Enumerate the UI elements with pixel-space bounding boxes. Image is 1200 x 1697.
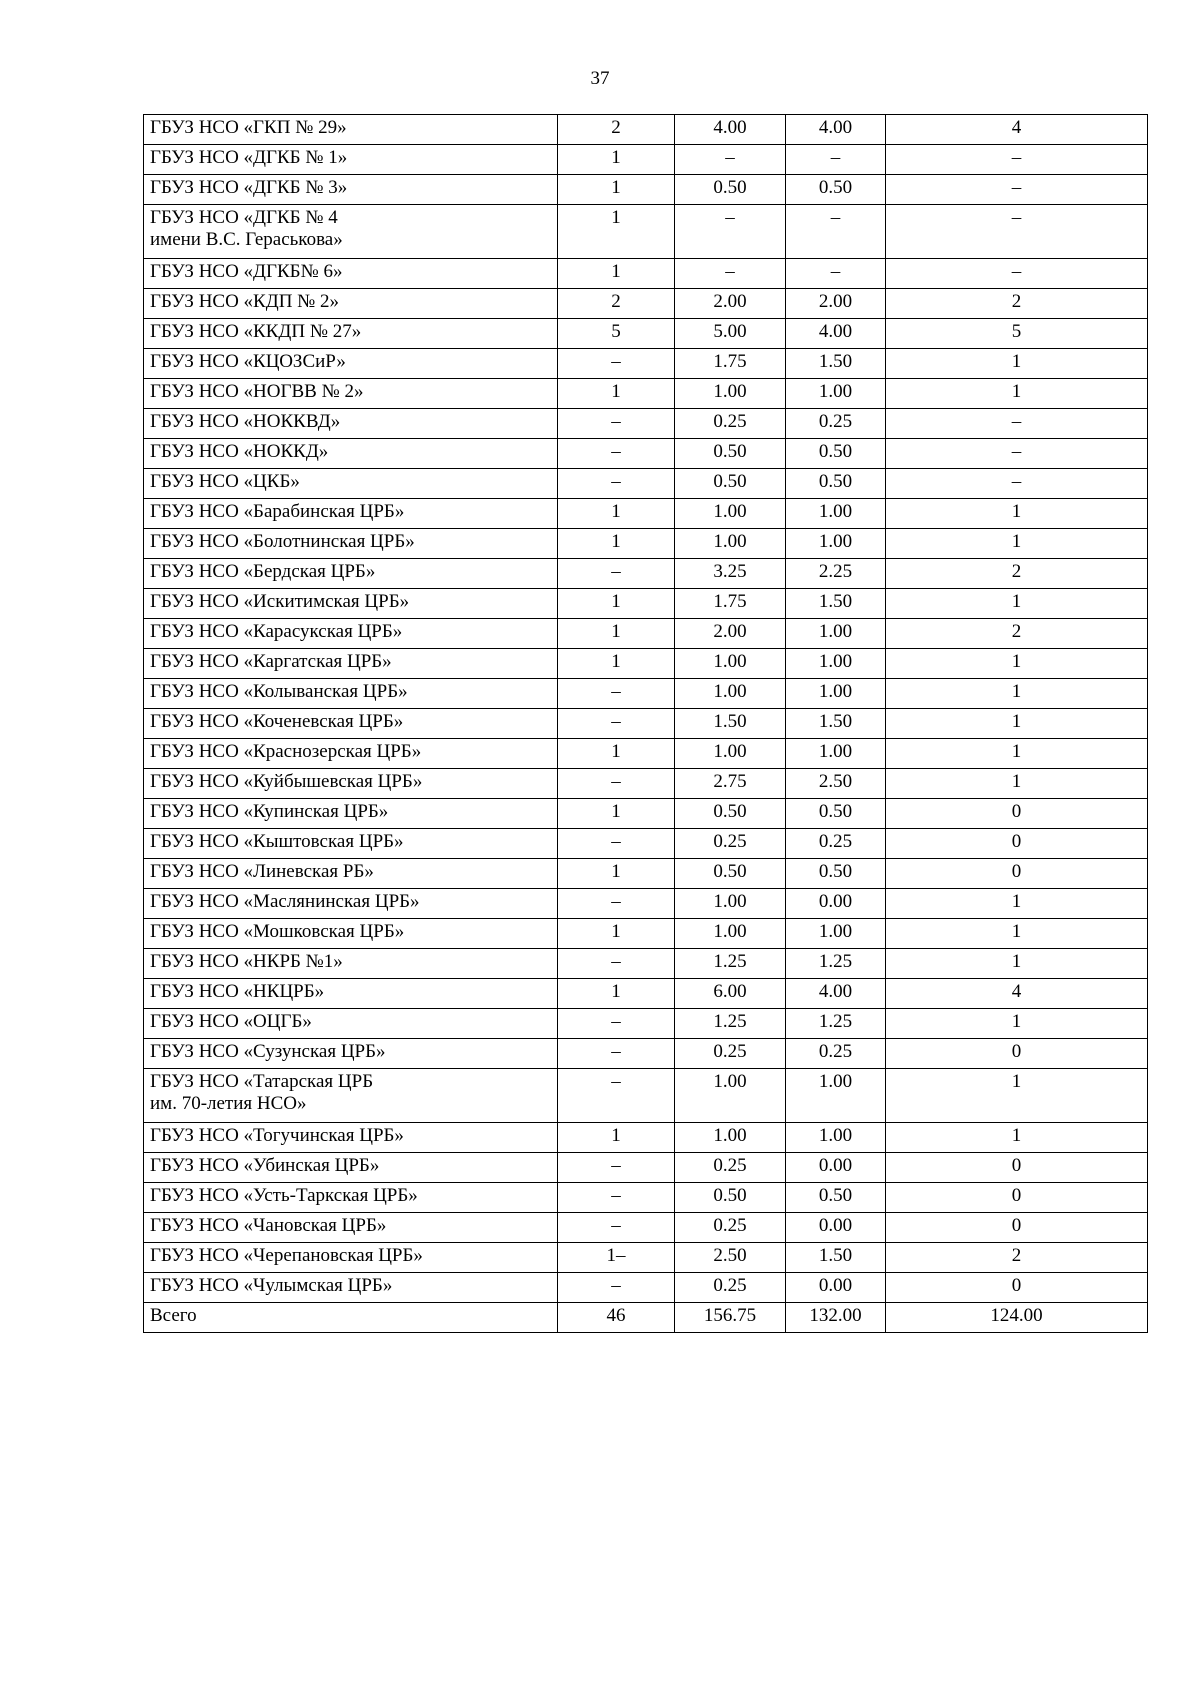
table-row <box>144 289 1148 319</box>
table-row <box>144 409 1148 439</box>
value-cell-2: 4.00 <box>675 115 786 145</box>
value-cell-1: – <box>558 439 675 469</box>
value-cell-4: 4 <box>886 115 1148 145</box>
value-cell-3: 0.50 <box>786 1183 886 1213</box>
value-cell-1: 1 <box>558 859 675 889</box>
institution-cell: ГБУЗ НСО «Карасукская ЦРБ» <box>144 619 558 649</box>
value-cell-2: 1.00 <box>675 739 786 769</box>
institution-cell: ГБУЗ НСО «Усть-Таркская ЦРБ» <box>144 1183 558 1213</box>
value-cell-1: 1 <box>558 379 675 409</box>
institution-cell: ГБУЗ НСО «НОККВД» <box>144 409 558 439</box>
institution-cell: ГБУЗ НСО «Чановская ЦРБ» <box>144 1213 558 1243</box>
value-cell-3: 1.50 <box>786 589 886 619</box>
value-cell-3: 2.50 <box>786 769 886 799</box>
value-cell-1: – <box>558 829 675 859</box>
table-row <box>144 1039 1148 1069</box>
table-row <box>144 1123 1148 1153</box>
table-row <box>144 469 1148 499</box>
value-cell-2: 1.00 <box>675 649 786 679</box>
table-row <box>144 649 1148 679</box>
value-cell-3: 0.00 <box>786 889 886 919</box>
value-cell-1: 1– <box>558 1243 675 1273</box>
value-cell-1: – <box>558 559 675 589</box>
institution-cell: ГБУЗ НСО «НКРБ №1» <box>144 949 558 979</box>
value-cell-4: 0 <box>886 1273 1148 1303</box>
table-row <box>144 859 1148 889</box>
value-cell-3: 0.25 <box>786 409 886 439</box>
value-cell-2: 1.25 <box>675 1009 786 1039</box>
institution-cell: ГБУЗ НСО «Татарская ЦРБ им. 70-летия НСО» <box>144 1069 558 1123</box>
institution-cell: ГБУЗ НСО «НОККД» <box>144 439 558 469</box>
institution-cell: ГБУЗ НСО «НКЦРБ» <box>144 979 558 1009</box>
institution-cell: ГБУЗ НСО «Тогучинская ЦРБ» <box>144 1123 558 1153</box>
institution-cell: ГБУЗ НСО «Убинская ЦРБ» <box>144 1153 558 1183</box>
institution-cell: ГБУЗ НСО «Болотнинская ЦРБ» <box>144 529 558 559</box>
table-row <box>144 349 1148 379</box>
value-cell-3: 1.50 <box>786 1243 886 1273</box>
value-cell-1: 1 <box>558 259 675 289</box>
value-cell-4: 2 <box>886 289 1148 319</box>
value-cell-3: 1.00 <box>786 919 886 949</box>
value-cell-3: 0.25 <box>786 1039 886 1069</box>
value-cell-1: 1 <box>558 145 675 175</box>
institution-cell: ГБУЗ НСО «ЦКБ» <box>144 469 558 499</box>
value-cell-3: 0.50 <box>786 859 886 889</box>
value-cell-2: 1.00 <box>675 499 786 529</box>
institution-cell: ГБУЗ НСО «КЦОЗСиР» <box>144 349 558 379</box>
value-cell-2: 2.00 <box>675 289 786 319</box>
table-row <box>144 679 1148 709</box>
institution-cell: ГБУЗ НСО «Мошковская ЦРБ» <box>144 919 558 949</box>
value-cell-3: 1.00 <box>786 739 886 769</box>
value-cell-3: 4.00 <box>786 115 886 145</box>
value-cell-2: 1.00 <box>675 1123 786 1153</box>
value-cell-3: 2.00 <box>786 289 886 319</box>
value-cell-2: 1.00 <box>675 919 786 949</box>
value-cell-4: 1 <box>886 589 1148 619</box>
value-cell-1: 1 <box>558 619 675 649</box>
value-cell-2: 1.00 <box>675 679 786 709</box>
value-cell-4: 1 <box>886 919 1148 949</box>
value-cell-4: 2 <box>886 559 1148 589</box>
institution-cell: ГБУЗ НСО «Барабинская ЦРБ» <box>144 499 558 529</box>
table-row <box>144 1243 1148 1273</box>
institution-cell: Всего <box>144 1303 558 1333</box>
institution-cell: ГБУЗ НСО «Сузунская ЦРБ» <box>144 1039 558 1069</box>
value-cell-1: 1 <box>558 529 675 559</box>
value-cell-2: 0.25 <box>675 1213 786 1243</box>
value-cell-2: 2.75 <box>675 769 786 799</box>
institution-cell: ГБУЗ НСО «Краснозерская ЦРБ» <box>144 739 558 769</box>
value-cell-1: – <box>558 1009 675 1039</box>
institution-cell: ГБУЗ НСО «Искитимская ЦРБ» <box>144 589 558 619</box>
value-cell-3: 0.50 <box>786 439 886 469</box>
institution-cell: ГБУЗ НСО «Каргатская ЦРБ» <box>144 649 558 679</box>
institution-cell: ГБУЗ НСО «Линевская РБ» <box>144 859 558 889</box>
value-cell-2: – <box>675 145 786 175</box>
table-row <box>144 559 1148 589</box>
table-row <box>144 529 1148 559</box>
value-cell-2: 3.25 <box>675 559 786 589</box>
value-cell-2: 0.25 <box>675 1039 786 1069</box>
value-cell-1: – <box>558 1069 675 1123</box>
value-cell-4: 124.00 <box>886 1303 1148 1333</box>
value-cell-4: 0 <box>886 829 1148 859</box>
table-body <box>144 115 1148 1333</box>
value-cell-1: 2 <box>558 115 675 145</box>
table-row <box>144 259 1148 289</box>
table-row <box>144 499 1148 529</box>
value-cell-4: 1 <box>886 889 1148 919</box>
table-row <box>144 1273 1148 1303</box>
value-cell-3: 1.00 <box>786 379 886 409</box>
value-cell-2: – <box>675 259 786 289</box>
institution-cell: ГБУЗ НСО «Кыштовская ЦРБ» <box>144 829 558 859</box>
value-cell-2: 0.50 <box>675 439 786 469</box>
value-cell-3: 1.00 <box>786 679 886 709</box>
institution-cell: ГБУЗ НСО «ДГКБ № 3» <box>144 175 558 205</box>
value-cell-1: – <box>558 469 675 499</box>
value-cell-2: 1.00 <box>675 379 786 409</box>
value-cell-1: – <box>558 349 675 379</box>
table-row <box>144 589 1148 619</box>
value-cell-4: 0 <box>886 1213 1148 1243</box>
value-cell-2: 5.00 <box>675 319 786 349</box>
page-number: 37 <box>590 68 610 89</box>
value-cell-1: 1 <box>558 1123 675 1153</box>
value-cell-3: 0.00 <box>786 1213 886 1243</box>
value-cell-2: 1.00 <box>675 529 786 559</box>
value-cell-2: 1.75 <box>675 349 786 379</box>
value-cell-1: – <box>558 709 675 739</box>
table-row <box>144 319 1148 349</box>
institution-cell: ГБУЗ НСО «ККДП № 27» <box>144 319 558 349</box>
value-cell-3: 1.00 <box>786 1123 886 1153</box>
value-cell-4: 2 <box>886 1243 1148 1273</box>
institution-cell: ГБУЗ НСО «Бердская ЦРБ» <box>144 559 558 589</box>
value-cell-2: 0.50 <box>675 1183 786 1213</box>
value-cell-3: 1.50 <box>786 349 886 379</box>
total-row <box>144 1303 1148 1333</box>
value-cell-1: 1 <box>558 739 675 769</box>
institution-cell: ГБУЗ НСО «Купинская ЦРБ» <box>144 799 558 829</box>
value-cell-3: 1.00 <box>786 529 886 559</box>
value-cell-4: 1 <box>886 949 1148 979</box>
staffing-table <box>143 114 1148 1333</box>
value-cell-1: 5 <box>558 319 675 349</box>
value-cell-2: 0.25 <box>675 1273 786 1303</box>
value-cell-4: 1 <box>886 1069 1148 1123</box>
table-row <box>144 829 1148 859</box>
value-cell-3: 0.00 <box>786 1153 886 1183</box>
value-cell-4: 1 <box>886 739 1148 769</box>
table-row <box>144 769 1148 799</box>
table-row <box>144 1213 1148 1243</box>
value-cell-1: – <box>558 949 675 979</box>
institution-cell: ГБУЗ НСО «ГКП № 29» <box>144 115 558 145</box>
table-row <box>144 1009 1148 1039</box>
table-row <box>144 979 1148 1009</box>
value-cell-4: – <box>886 409 1148 439</box>
institution-cell: ГБУЗ НСО «Черепановская ЦРБ» <box>144 1243 558 1273</box>
value-cell-1: – <box>558 1183 675 1213</box>
value-cell-4: 1 <box>886 499 1148 529</box>
value-cell-4: – <box>886 439 1148 469</box>
value-cell-1: 1 <box>558 799 675 829</box>
value-cell-2: 6.00 <box>675 979 786 1009</box>
table-row <box>144 439 1148 469</box>
value-cell-4: 2 <box>886 619 1148 649</box>
value-cell-2: 0.25 <box>675 409 786 439</box>
value-cell-3: 1.25 <box>786 949 886 979</box>
value-cell-3: – <box>786 205 886 259</box>
value-cell-3: – <box>786 259 886 289</box>
value-cell-1: 1 <box>558 499 675 529</box>
institution-cell: ГБУЗ НСО «Колыванская ЦРБ» <box>144 679 558 709</box>
table-row <box>144 379 1148 409</box>
value-cell-1: – <box>558 1039 675 1069</box>
institution-cell: ГБУЗ НСО «НОГВВ № 2» <box>144 379 558 409</box>
value-cell-3: 1.25 <box>786 1009 886 1039</box>
table-row <box>144 1183 1148 1213</box>
value-cell-1: 1 <box>558 205 675 259</box>
value-cell-2: 2.50 <box>675 1243 786 1273</box>
value-cell-4: 0 <box>886 1039 1148 1069</box>
table-row <box>144 145 1148 175</box>
table-row <box>144 889 1148 919</box>
value-cell-4: – <box>886 259 1148 289</box>
value-cell-1: – <box>558 1213 675 1243</box>
value-cell-2: 1.00 <box>675 889 786 919</box>
value-cell-3: 0.50 <box>786 175 886 205</box>
table-row <box>144 1153 1148 1183</box>
value-cell-4: 4 <box>886 979 1148 1009</box>
value-cell-4: 0 <box>886 1153 1148 1183</box>
institution-cell: ГБУЗ НСО «КДП № 2» <box>144 289 558 319</box>
value-cell-3: 4.00 <box>786 979 886 1009</box>
table-row <box>144 739 1148 769</box>
value-cell-3: 0.50 <box>786 799 886 829</box>
value-cell-1: 1 <box>558 649 675 679</box>
table-row <box>144 949 1148 979</box>
value-cell-1: – <box>558 1153 675 1183</box>
value-cell-2: 0.50 <box>675 175 786 205</box>
value-cell-1: – <box>558 679 675 709</box>
value-cell-4: 0 <box>886 1183 1148 1213</box>
value-cell-4: 1 <box>886 679 1148 709</box>
value-cell-3: 1.50 <box>786 709 886 739</box>
institution-cell: ГБУЗ НСО «Коченевская ЦРБ» <box>144 709 558 739</box>
value-cell-4: 1 <box>886 349 1148 379</box>
institution-cell: ГБУЗ НСО «ОЦГБ» <box>144 1009 558 1039</box>
institution-cell: ГБУЗ НСО «ДГКБ № 4 имени В.С. Гераськова» <box>144 205 558 259</box>
value-cell-1: 1 <box>558 175 675 205</box>
value-cell-4: 0 <box>886 799 1148 829</box>
value-cell-2: 1.50 <box>675 709 786 739</box>
value-cell-3: 1.00 <box>786 649 886 679</box>
value-cell-1: 2 <box>558 289 675 319</box>
table-row <box>144 799 1148 829</box>
value-cell-2: 1.75 <box>675 589 786 619</box>
value-cell-1: – <box>558 769 675 799</box>
table-row <box>144 919 1148 949</box>
value-cell-4: – <box>886 469 1148 499</box>
value-cell-3: 0.25 <box>786 829 886 859</box>
institution-cell: ГБУЗ НСО «ДГКБ№ 6» <box>144 259 558 289</box>
value-cell-2: 156.75 <box>675 1303 786 1333</box>
value-cell-3: 1.00 <box>786 499 886 529</box>
table-row <box>144 175 1148 205</box>
value-cell-2: 0.25 <box>675 1153 786 1183</box>
institution-cell: ГБУЗ НСО «Куйбышевская ЦРБ» <box>144 769 558 799</box>
value-cell-2: 0.50 <box>675 859 786 889</box>
value-cell-1: 1 <box>558 979 675 1009</box>
value-cell-2: 0.50 <box>675 469 786 499</box>
value-cell-4: 1 <box>886 379 1148 409</box>
value-cell-3: 4.00 <box>786 319 886 349</box>
value-cell-1: – <box>558 889 675 919</box>
value-cell-3: 1.00 <box>786 1069 886 1123</box>
value-cell-1: – <box>558 409 675 439</box>
value-cell-4: 0 <box>886 859 1148 889</box>
table-row <box>144 619 1148 649</box>
value-cell-4: – <box>886 175 1148 205</box>
table-row <box>144 205 1148 259</box>
value-cell-2: 1.25 <box>675 949 786 979</box>
value-cell-4: – <box>886 205 1148 259</box>
institution-cell: ГБУЗ НСО «ДГКБ № 1» <box>144 145 558 175</box>
value-cell-4: 1 <box>886 529 1148 559</box>
value-cell-1: 1 <box>558 589 675 619</box>
institution-cell: ГБУЗ НСО «Маслянинская ЦРБ» <box>144 889 558 919</box>
institution-cell: ГБУЗ НСО «Чулымская ЦРБ» <box>144 1273 558 1303</box>
value-cell-3: 1.00 <box>786 619 886 649</box>
value-cell-4: – <box>886 145 1148 175</box>
value-cell-4: 1 <box>886 769 1148 799</box>
value-cell-4: 1 <box>886 649 1148 679</box>
value-cell-1: – <box>558 1273 675 1303</box>
value-cell-3: 0.00 <box>786 1273 886 1303</box>
value-cell-2: – <box>675 205 786 259</box>
value-cell-3: – <box>786 145 886 175</box>
value-cell-2: 0.25 <box>675 829 786 859</box>
value-cell-1: 1 <box>558 919 675 949</box>
value-cell-3: 0.50 <box>786 469 886 499</box>
value-cell-3: 2.25 <box>786 559 886 589</box>
value-cell-1: 46 <box>558 1303 675 1333</box>
value-cell-2: 2.00 <box>675 619 786 649</box>
table-row <box>144 115 1148 145</box>
value-cell-2: 1.00 <box>675 1069 786 1123</box>
table-row <box>144 709 1148 739</box>
value-cell-4: 1 <box>886 1123 1148 1153</box>
value-cell-4: 1 <box>886 1009 1148 1039</box>
value-cell-4: 1 <box>886 709 1148 739</box>
value-cell-3: 132.00 <box>786 1303 886 1333</box>
table-row <box>144 1069 1148 1123</box>
value-cell-2: 0.50 <box>675 799 786 829</box>
value-cell-4: 5 <box>886 319 1148 349</box>
